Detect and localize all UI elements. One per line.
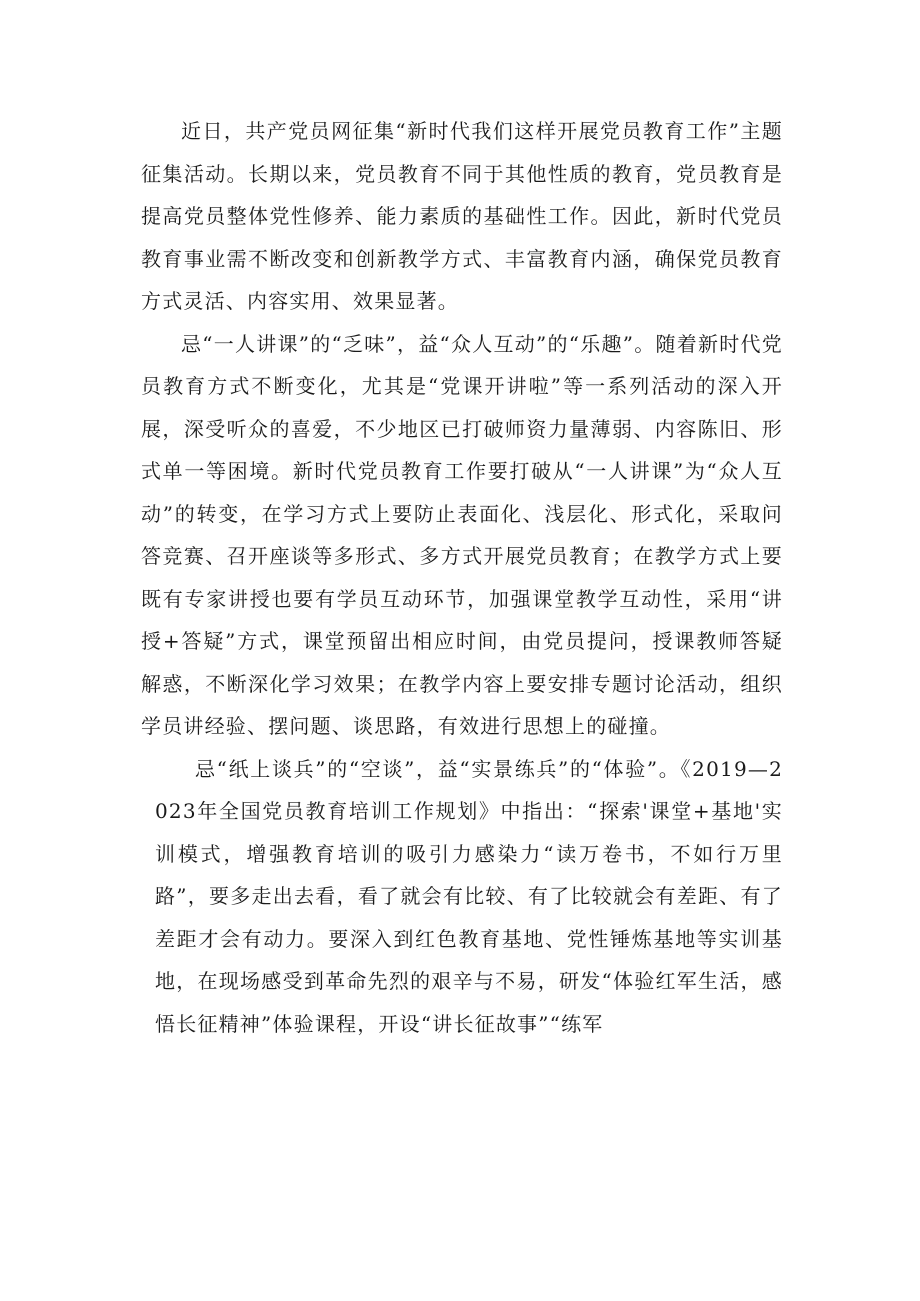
paragraph-practice: 忌“纸上谈兵”的“空谈”，益“实景练兵”的“体验”。《2019—2023年全国党员教育培训工作规划》中指出：“探索'课堂+基地'实训模式，增强教育培训的吸引力感染力“读万卷书，不如行万里路”，要多走出去看，看了就会有比较、有了比较就会有差距、有了差距才会有动力。要深入到红色教育基地、党性锤炼基地等实训基地，在现场感受到革命先烈的艰辛与不易，研发“体验红军生活，感悟长征精神”体验课程，开设“讲长征故事”“练军 (155, 756, 783, 1036)
paragraph-interaction: 忌“一人讲课”的“乏味”，益“众人互动”的“乐趣”。随着新时代党员教育方式不断变化，尤其是“党课开讲啦”等一系列活动的深入开展，深受听众的喜爱，不少地区已打破师资力量薄弱、内容陈旧、形式单一等困境。新时代党员教育工作要打破从“一人讲课”为“众人互动”的转变，在学习方式上要防止表面化、浅层化、形式化，采取问答竞赛、召开座谈等多形式、多方式开展党员教育；在教学方式上要既有专家讲授也要有学员互动环节，加强课堂教学互动性，采用“讲授+答疑”方式，课堂预留出相应时间，由党员提问，授课教师答疑解惑，不断深化学习效果；在教学内容上要安排专题讨论活动，组织学员讲经验、摆问题、谈思路，有效进行思想上的碰撞。 (141, 331, 783, 738)
paragraph-intro: 近日，共产党员网征集“新时代我们这样开展党员教育工作”主题征集活动。长期以来，党员教育不同于其他性质的教育，党员教育是提高党员整体党性修养、能力素质的基础性工作。因此，新时代党员教育事业需不断改变和创新教学方式、丰富教育内涵，确保党员教育方式灵活、内容实用、效果显著。 (141, 119, 783, 313)
document-body (141, 110, 783, 1045)
